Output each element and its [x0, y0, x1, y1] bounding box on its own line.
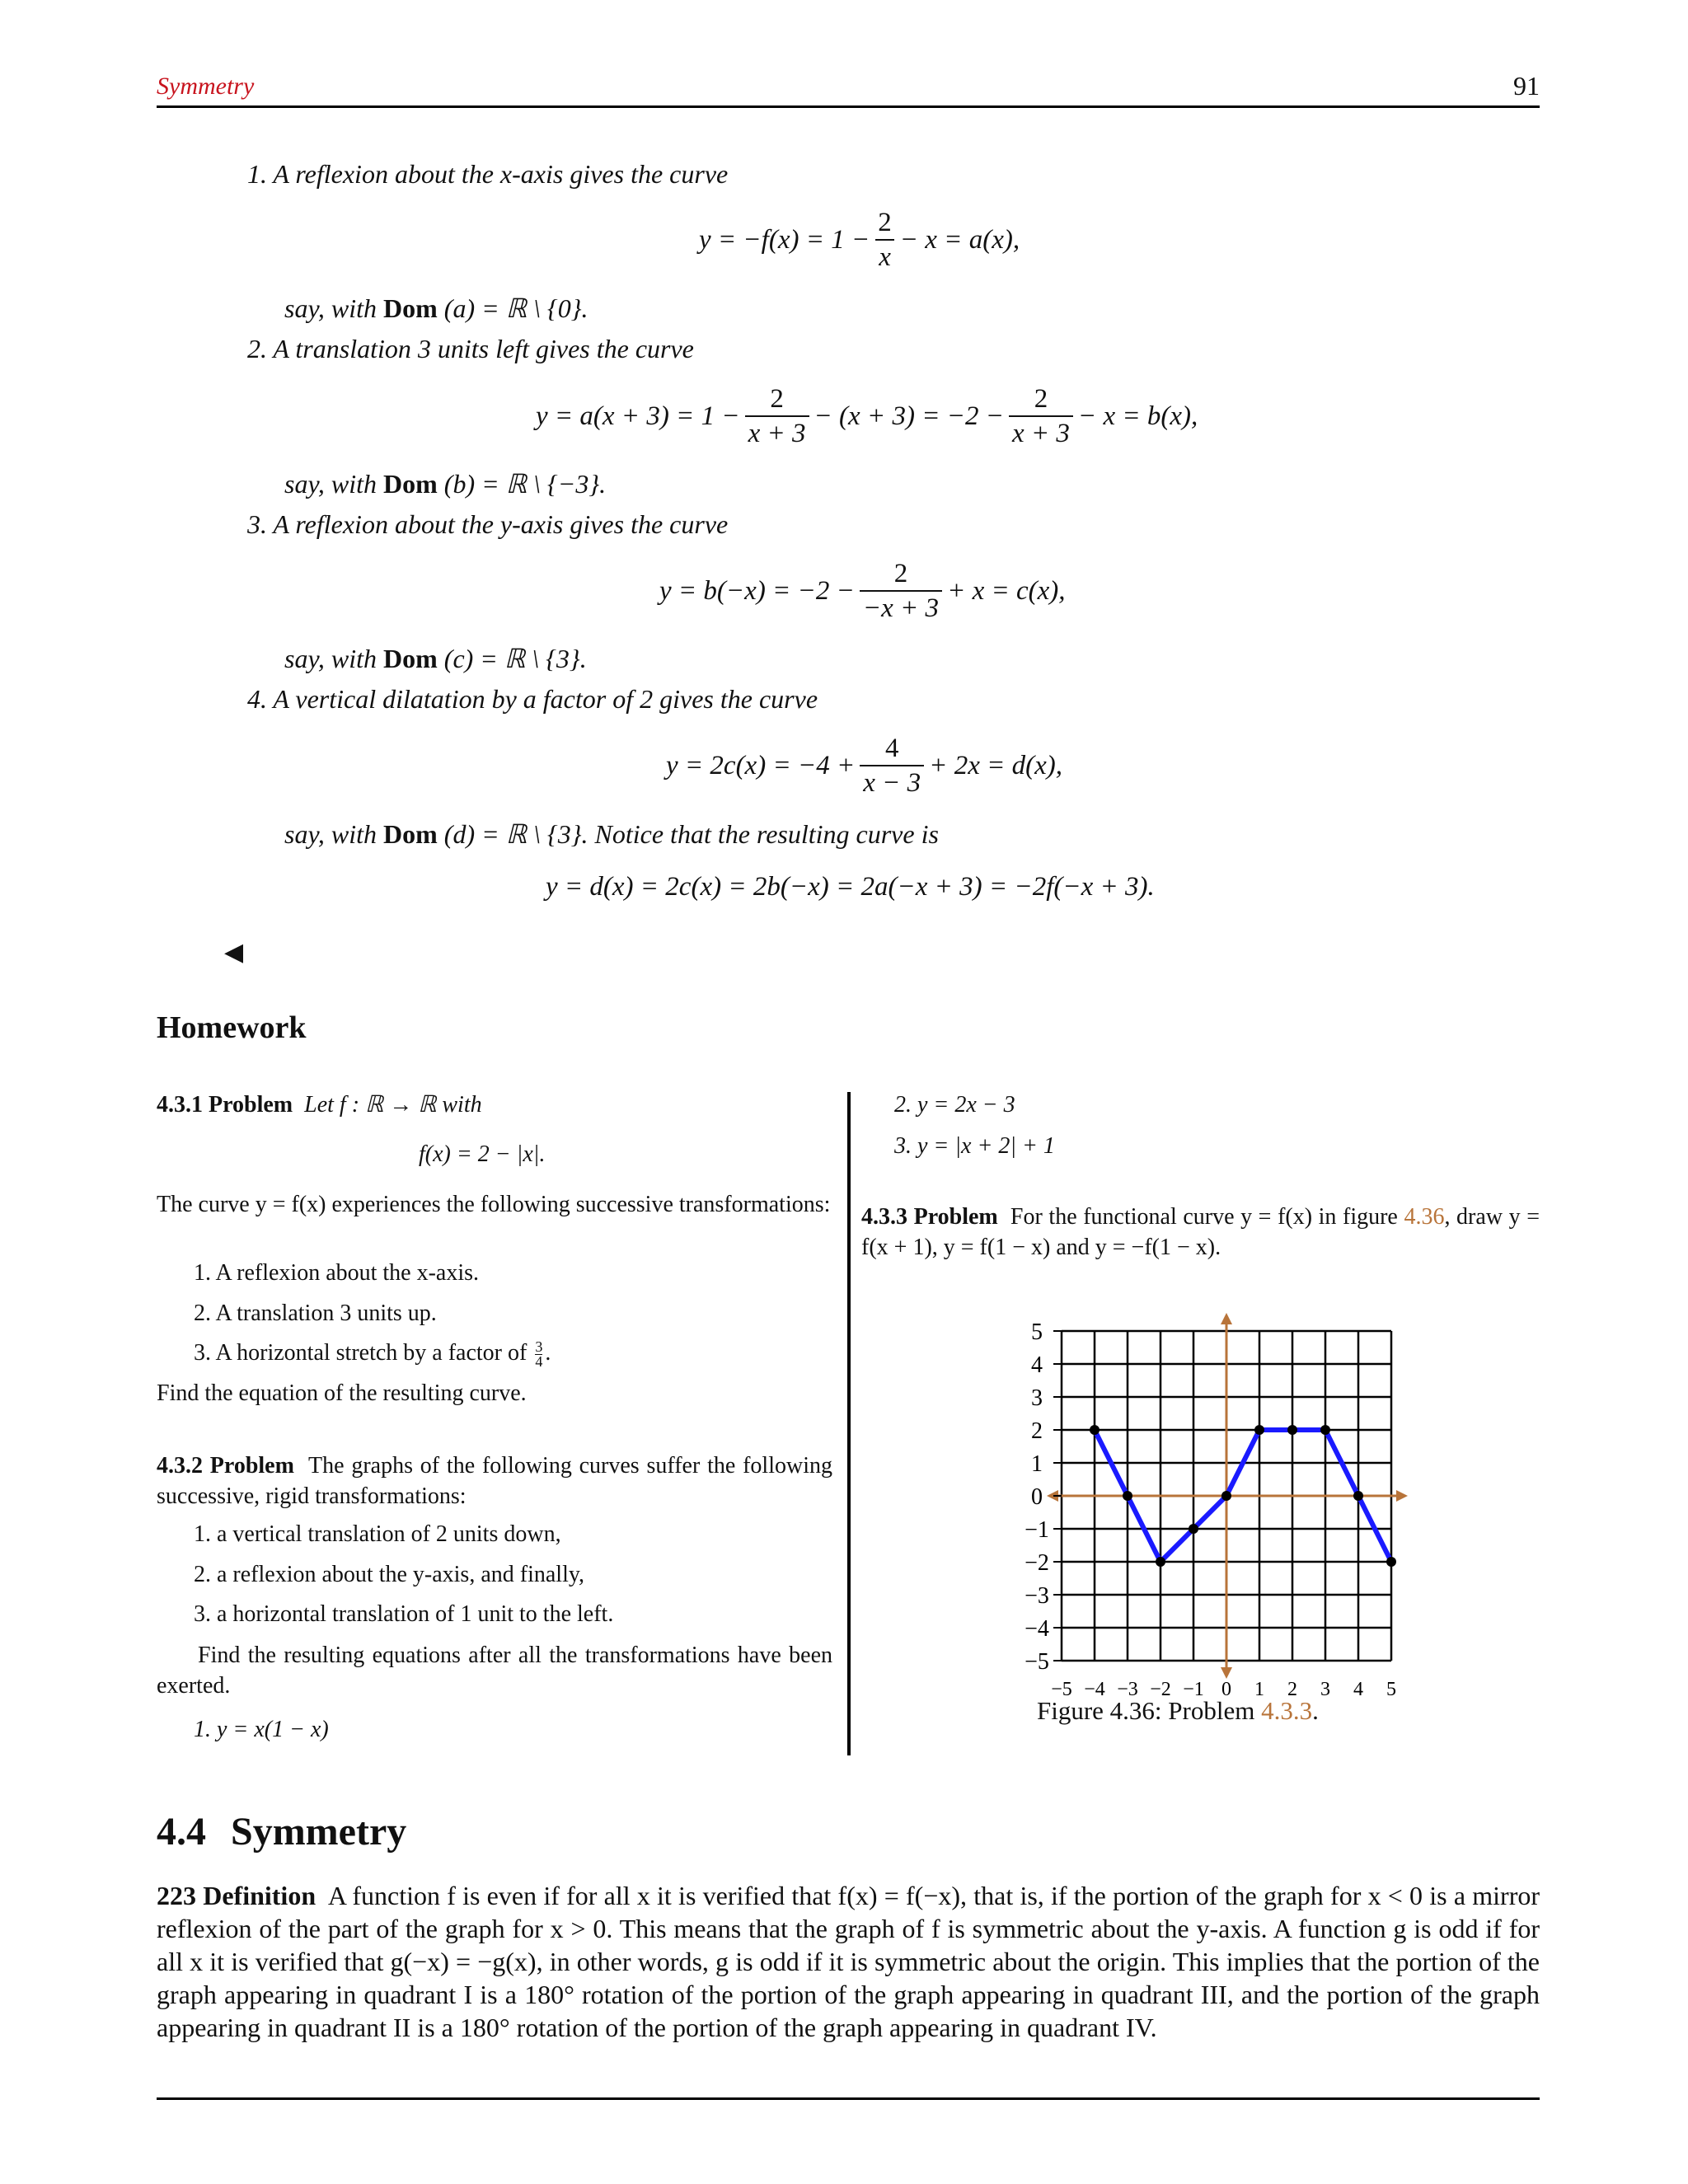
y-tick-label: −3 — [1025, 1583, 1049, 1609]
data-point — [1156, 1557, 1165, 1567]
item-2-label: 2. A translation 3 units left gives the curve — [247, 334, 694, 363]
footer-rule — [157, 2097, 1540, 2100]
graph-of-f — [981, 1310, 1409, 1739]
y-tick-label: 5 — [1031, 1319, 1043, 1345]
x-tick-label: 4 — [1353, 1679, 1363, 1700]
problem-4-3-2-closing: Find the resulting equations after all the transformations have been exerted. — [157, 1643, 832, 1699]
item-1-label: 1. A reflexion about the x-axis gives the curve — [247, 159, 729, 189]
homework-heading: Homework — [157, 1010, 307, 1045]
problem-4-3-1-step-2: 2. A translation 3 units up. — [194, 1301, 437, 1326]
column-divider — [847, 1092, 851, 1755]
item-4-domain: say, with Dom (d) = ℝ \ {3}. Notice that the resulting curve is — [284, 819, 939, 849]
y-tick-label: 4 — [1031, 1352, 1043, 1378]
problem-4-3-3-link[interactable]: 4.3.3 — [1261, 1696, 1313, 1725]
data-point — [1353, 1491, 1363, 1501]
definition-223: 223 Definition A function f is even if for all x it is verified that f(x) = f(−x), that is, if the portion of the graph for x < 0 is a mirror reflexion of the part of the graph for x > 0. This means that the graph of f is symmetric about the y-axis. A function g is odd if for all x it is verified that g(−x) = −g(x), in other words, g is odd if it is symmetric about the origin. This implies that the portion of the graph appearing in quadrant I is a 180° rotation of the portion of the graph appearing in quadrant III, and the portion of the graph appearing in quadrant II is a 180° rotation of the portion of the graph appearing in quadrant IV. — [157, 1881, 1540, 2042]
page-number: 91 — [1513, 71, 1540, 101]
x-tick-label: −5 — [1051, 1679, 1072, 1700]
problem-4-3-1-formula: f(x) = 2 − |x|. — [419, 1141, 546, 1167]
x-tick-label: 0 — [1221, 1679, 1231, 1700]
equation-2: y = a(x + 3) = 1 − $\frac{2}{x + 3}$ − (x + 3) = −2 − $\frac{2}{x + 3}$ − x = b(x), — [536, 384, 1198, 449]
figure-4-36 — [981, 1310, 1409, 1739]
y-tick-label: 0 — [1031, 1484, 1043, 1510]
data-point — [1123, 1491, 1132, 1501]
y-tick-label: 3 — [1031, 1385, 1043, 1411]
y-axis-arrow-down — [1221, 1667, 1232, 1679]
problem-4-3-2-step-2: 2. a reflexion about the y-axis, and finally, — [194, 1562, 585, 1587]
data-point — [1254, 1425, 1264, 1435]
data-point — [1221, 1491, 1231, 1501]
header-rule — [157, 105, 1540, 108]
x-tick-label: 1 — [1254, 1679, 1264, 1700]
equation-4: y = 2c(x) = −4 + $\frac{4}{x - 3}$ + 2x = d(x), — [666, 733, 1062, 799]
equation-1: y = −f(x) = 1 − $\frac{2}{x}$ − x = a(x), — [699, 208, 1020, 273]
y-tick-label: −5 — [1025, 1649, 1049, 1675]
problem-4-3-2-curve-3: 3. y = |x + 2| + 1 — [894, 1133, 1055, 1159]
problem-4-3-1-intro: 4.3.1 Problem Let f : ℝ → ℝ with — [157, 1092, 482, 1118]
data-point — [1386, 1557, 1396, 1567]
y-tick-label: 1 — [1031, 1451, 1043, 1477]
data-point — [1287, 1425, 1297, 1435]
x-tick-label: 5 — [1386, 1679, 1396, 1700]
problem-4-3-2-step-1: 1. a vertical translation of 2 units down, — [194, 1521, 561, 1547]
section-heading: 4.4 Symmetry — [157, 1810, 407, 1854]
x-tick-label: 3 — [1320, 1679, 1330, 1700]
problem-4-3-2-curve-2: 2. y = 2x − 3 — [894, 1092, 1015, 1118]
problem-4-3-1-step-3: 3. A horizontal stretch by a factor of $\frac{3}{4}$ . — [194, 1338, 551, 1371]
problem-4-3-1-closing: Find the equation of the resulting curve. — [157, 1380, 527, 1406]
x-axis-arrow-right — [1396, 1490, 1408, 1502]
y-tick-label: −1 — [1025, 1517, 1049, 1543]
equation-5: y = d(x) = 2c(x) = 2b(−x) = 2a(−x + 3) = −2f(−x + 3). — [546, 872, 1155, 902]
data-point — [1189, 1524, 1198, 1534]
problem-4-3-2-curve-1: 1. y = x(1 − x) — [194, 1717, 329, 1742]
y-tick-label: −2 — [1025, 1550, 1049, 1576]
figure-4-36-link[interactable]: 4.36 — [1404, 1204, 1445, 1230]
problem-4-3-2-step-3: 3. a horizontal translation of 1 unit to the left. — [194, 1601, 614, 1627]
data-point — [1320, 1425, 1330, 1435]
figure-caption: Figure 4.36: Problem 4.3.3. — [1037, 1696, 1319, 1725]
x-tick-label: −1 — [1183, 1679, 1204, 1700]
item-1-domain: say, with Dom (a) = ℝ \ {0}. — [284, 293, 588, 323]
problem-4-3-3-text: 4.3.3 Problem For the functional curve y = f(x) in figure 4.36, draw y = f(x + 1), y = f(1 − x) and y = −f(1 − x). — [861, 1204, 1540, 1260]
item-3-domain: say, with Dom (c) = ℝ \ {3}. — [284, 644, 587, 673]
y-tick-label: 2 — [1031, 1418, 1043, 1444]
x-tick-label: −3 — [1117, 1679, 1138, 1700]
y-tick-label: −4 — [1025, 1616, 1049, 1642]
running-header-section: Symmetry — [157, 73, 255, 100]
problem-4-3-1-step-1: 1. A reflexion about the x-axis. — [194, 1260, 480, 1286]
equation-3: y = b(−x) = −2 − $\frac{2}{-x + 3}$ + x = c(x), — [659, 559, 1066, 624]
x-tick-label: −2 — [1150, 1679, 1171, 1700]
data-point — [1090, 1425, 1100, 1435]
end-of-example-mark: ◀ — [224, 939, 244, 966]
y-axis-arrow-up — [1221, 1313, 1232, 1324]
item-4-label: 4. A vertical dilatation by a factor of 2 gives the curve — [247, 684, 818, 714]
item-2-domain: say, with Dom (b) = ℝ \ {−3}. — [284, 469, 607, 499]
problem-4-3-2-text: 4.3.2 Problem The graphs of the following curves suffer the following successive, rigid transformations: — [157, 1453, 832, 1509]
x-tick-label: 2 — [1287, 1679, 1297, 1700]
problem-4-3-1-text: The curve y = f(x) experiences the following successive transformations: — [157, 1192, 831, 1217]
item-3-label: 3. A reflexion about the y-axis gives the curve — [247, 509, 729, 539]
x-tick-label: −4 — [1084, 1679, 1105, 1700]
